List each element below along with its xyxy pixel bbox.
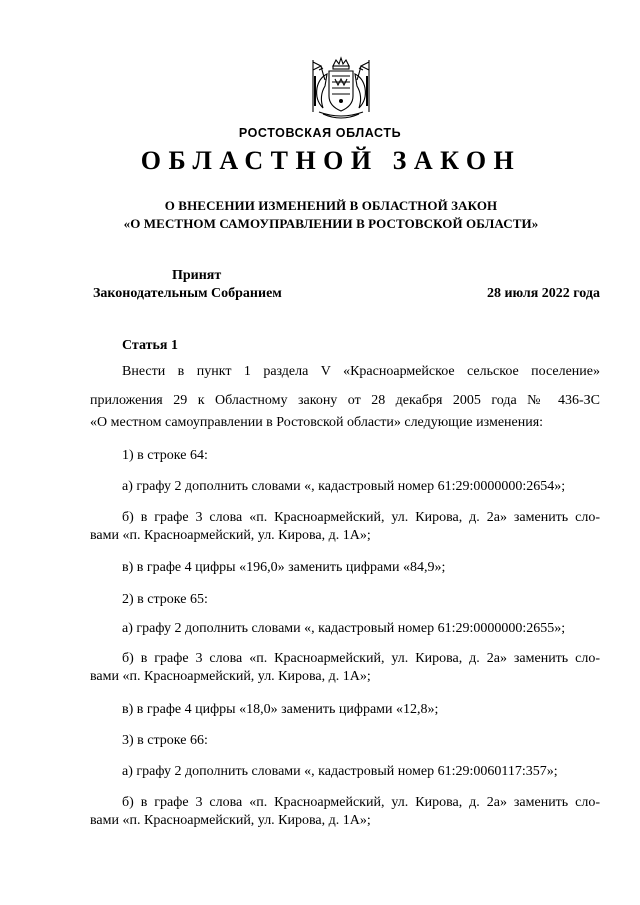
- rostov-oblast-coat-of-arms-icon: [305, 56, 377, 122]
- article-intro-line1: Внести в пункт 1 раздела V «Красноармейское сельское поселение»: [122, 364, 600, 379]
- list-item: а) графу 2 дополнить словами «, кадастровый номер 61:29:0000000:2655»;: [122, 621, 566, 636]
- list-item: б) в графе 3 слова «п. Красноармейский, ул. Кирова, д. 2а» заменить сло-: [122, 651, 600, 666]
- document-type-title: ОБЛАСТНОЙ ЗАКОН: [140, 146, 522, 175]
- article-intro-line3: «О местном самоуправлении в Ростовской области» следующие изменения:: [90, 415, 544, 430]
- list-item: б) в графе 3 слова «п. Красноармейский, ул. Кирова, д. 2а» заменить сло-: [122, 795, 600, 810]
- list-item: вами «п. Красноармейский, ул. Кирова, д. 1А»;: [90, 528, 371, 543]
- adoption-date: 28 июля 2022 года: [486, 286, 600, 301]
- list-item: а) графу 2 дополнить словами «, кадастровый номер 61:29:0060117:357»;: [122, 764, 558, 779]
- adopted-by-label: Законодательным Собранием: [93, 286, 282, 301]
- article-title: Статья 1: [122, 338, 178, 353]
- list-item: б) в графе 3 слова «п. Красноармейский, ул. Кирова, д. 2а» заменить сло-: [122, 510, 600, 525]
- law-subtitle-line2: «О МЕСТНОМ САМОУПРАВЛЕНИИ В РОСТОВСКОЙ ОБЛАСТИ»: [123, 216, 539, 231]
- list-item-heading: 3) в строке 66:: [122, 733, 208, 748]
- list-item-heading: 1) в строке 64:: [122, 448, 208, 463]
- article-intro-line2: приложения 29 к Областному закону от 28 декабря 2005 года № 436-ЗС: [90, 393, 600, 408]
- law-subtitle-line1: О ВНЕСЕНИИ ИЗМЕНЕНИЙ В ОБЛАСТНОЙ ЗАКОН: [164, 198, 498, 213]
- list-item: вами «п. Красноармейский, ул. Кирова, д. 1А»;: [90, 669, 371, 684]
- adopted-label: Принят: [172, 268, 222, 283]
- list-item-heading: 2) в строке 65:: [122, 592, 208, 607]
- region-name: РОСТОВСКАЯ ОБЛАСТЬ: [238, 126, 402, 140]
- list-item: в) в графе 4 цифры «18,0» заменить цифрами «12,8»;: [122, 702, 439, 717]
- list-item: вами «п. Красноармейский, ул. Кирова, д. 1А»;: [90, 813, 371, 828]
- list-item: в) в графе 4 цифры «196,0» заменить цифрами «84,9»;: [122, 560, 446, 575]
- list-item: а) графу 2 дополнить словами «, кадастровый номер 61:29:0000000:2654»;: [122, 479, 566, 494]
